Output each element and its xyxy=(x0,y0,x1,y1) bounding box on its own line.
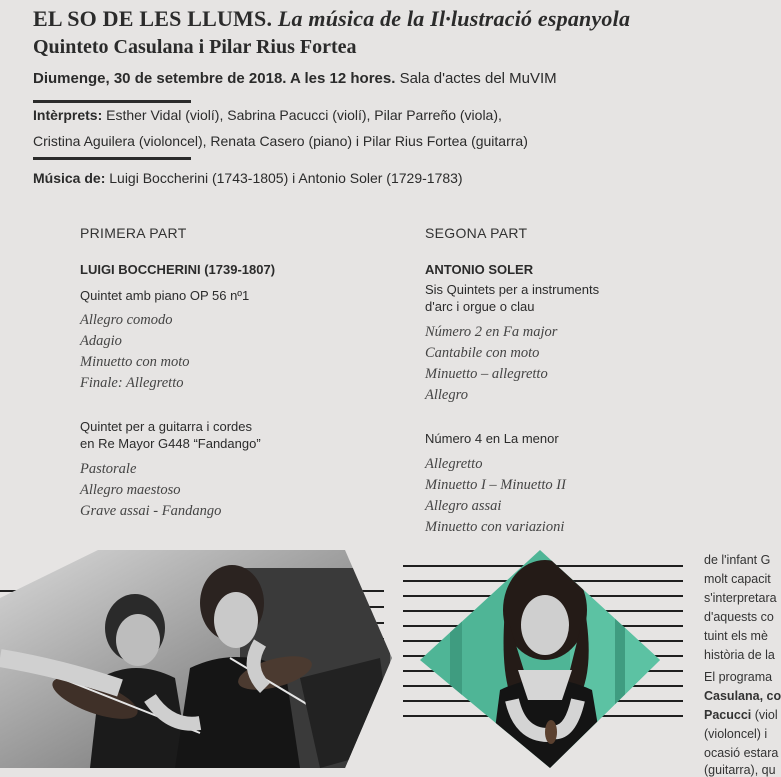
music-by-text: Luigi Boccherini (1743-1805) i Antonio Soler (1729-1783) xyxy=(109,170,463,186)
movement: Pastorale xyxy=(80,461,137,477)
title-subtitle: La música de la Il·lustració espanyola xyxy=(277,6,631,31)
part2-composer: ANTONIO SOLER xyxy=(425,262,534,277)
movement: Grave assai - Fandango xyxy=(80,503,222,519)
date-line xyxy=(33,70,557,87)
movement: Minuetto con variazioni xyxy=(425,519,565,535)
performers-line-1 xyxy=(33,107,502,123)
side-text-line: història de la xyxy=(704,648,775,662)
divider-rule xyxy=(33,157,191,160)
movement: Allegro comodo xyxy=(80,312,173,328)
ensemble-name: Quinteto Casulana i Pilar Rius Fortea xyxy=(33,36,357,58)
part2-work1-line1: Sis Quintets per a instruments xyxy=(425,282,600,297)
part2-heading: SEGONA PART xyxy=(425,225,528,241)
title-main: EL SO DE LES LLUMS. xyxy=(33,6,273,31)
part1-work2-line1: Quintet per a guitarra i cordes xyxy=(80,419,252,434)
performers-text-1: Esther Vidal (violí), Sabrina Pacucci (violí), Pilar Parreño (viola), xyxy=(106,107,502,123)
guitarist-photo xyxy=(420,550,660,768)
part1-heading: PRIMERA PART xyxy=(80,225,187,241)
performers-label: Intèrprets: xyxy=(33,107,103,123)
part1-composer: LUIGI BOCCHERINI (1739-1807) xyxy=(80,262,276,277)
movement: Número 2 en Fa major xyxy=(425,324,558,340)
side-text-line: d'aquests co xyxy=(704,610,774,624)
side-text-line: Casulana, co xyxy=(704,689,781,703)
side-text-line: de l'infant G xyxy=(704,553,771,567)
venue-text: Sala d'actes del MuVIM xyxy=(399,70,557,87)
side-text-line: s'interpretara xyxy=(704,591,777,605)
side-text-line: molt capacit xyxy=(704,572,771,586)
side-text-line: (violoncel) i xyxy=(704,727,768,741)
quintet-photo xyxy=(0,548,392,768)
movement: Minuetto I – Minuetto II xyxy=(425,477,566,493)
side-text-line: Pacucci (viol xyxy=(704,708,778,722)
part2-work2: Número 4 en La menor xyxy=(425,431,559,446)
performers-line-2: Cristina Aguilera (violoncel), Renata Casero (piano) i Pilar Rius Fortea (guitarra) xyxy=(33,133,528,149)
date-text: Diumenge, 30 de setembre de 2018. A les 12 hores. xyxy=(33,70,396,87)
side-text-line: El programa xyxy=(704,670,773,684)
movement: Cantabile con moto xyxy=(425,345,540,361)
side-text-line: ocasió estara xyxy=(704,746,779,760)
music-by-label: Música de: xyxy=(33,170,106,186)
movement: Allegro xyxy=(425,387,468,403)
part2-work1-line2: d'arc i orgue o clau xyxy=(425,299,535,314)
side-text-line: (guitarra), qu xyxy=(704,763,776,777)
part1-work1: Quintet amb piano OP 56 nº1 xyxy=(80,288,250,303)
divider-rule xyxy=(33,100,191,103)
movement: Allegro assai xyxy=(425,498,502,514)
movement: Minuetto – allegretto xyxy=(425,366,548,382)
side-text-line: tuint els mè xyxy=(704,629,768,643)
movement: Finale: Allegretto xyxy=(80,375,184,391)
movement: Minuetto con moto xyxy=(80,354,190,370)
movement: Allegretto xyxy=(425,456,483,472)
music-by-line xyxy=(33,170,463,186)
movement: Adagio xyxy=(80,333,122,349)
concert-title xyxy=(33,6,630,32)
movement: Allegro maestoso xyxy=(80,482,181,498)
part1-work2-line2: en Re Mayor G448 “Fandango” xyxy=(80,436,261,451)
